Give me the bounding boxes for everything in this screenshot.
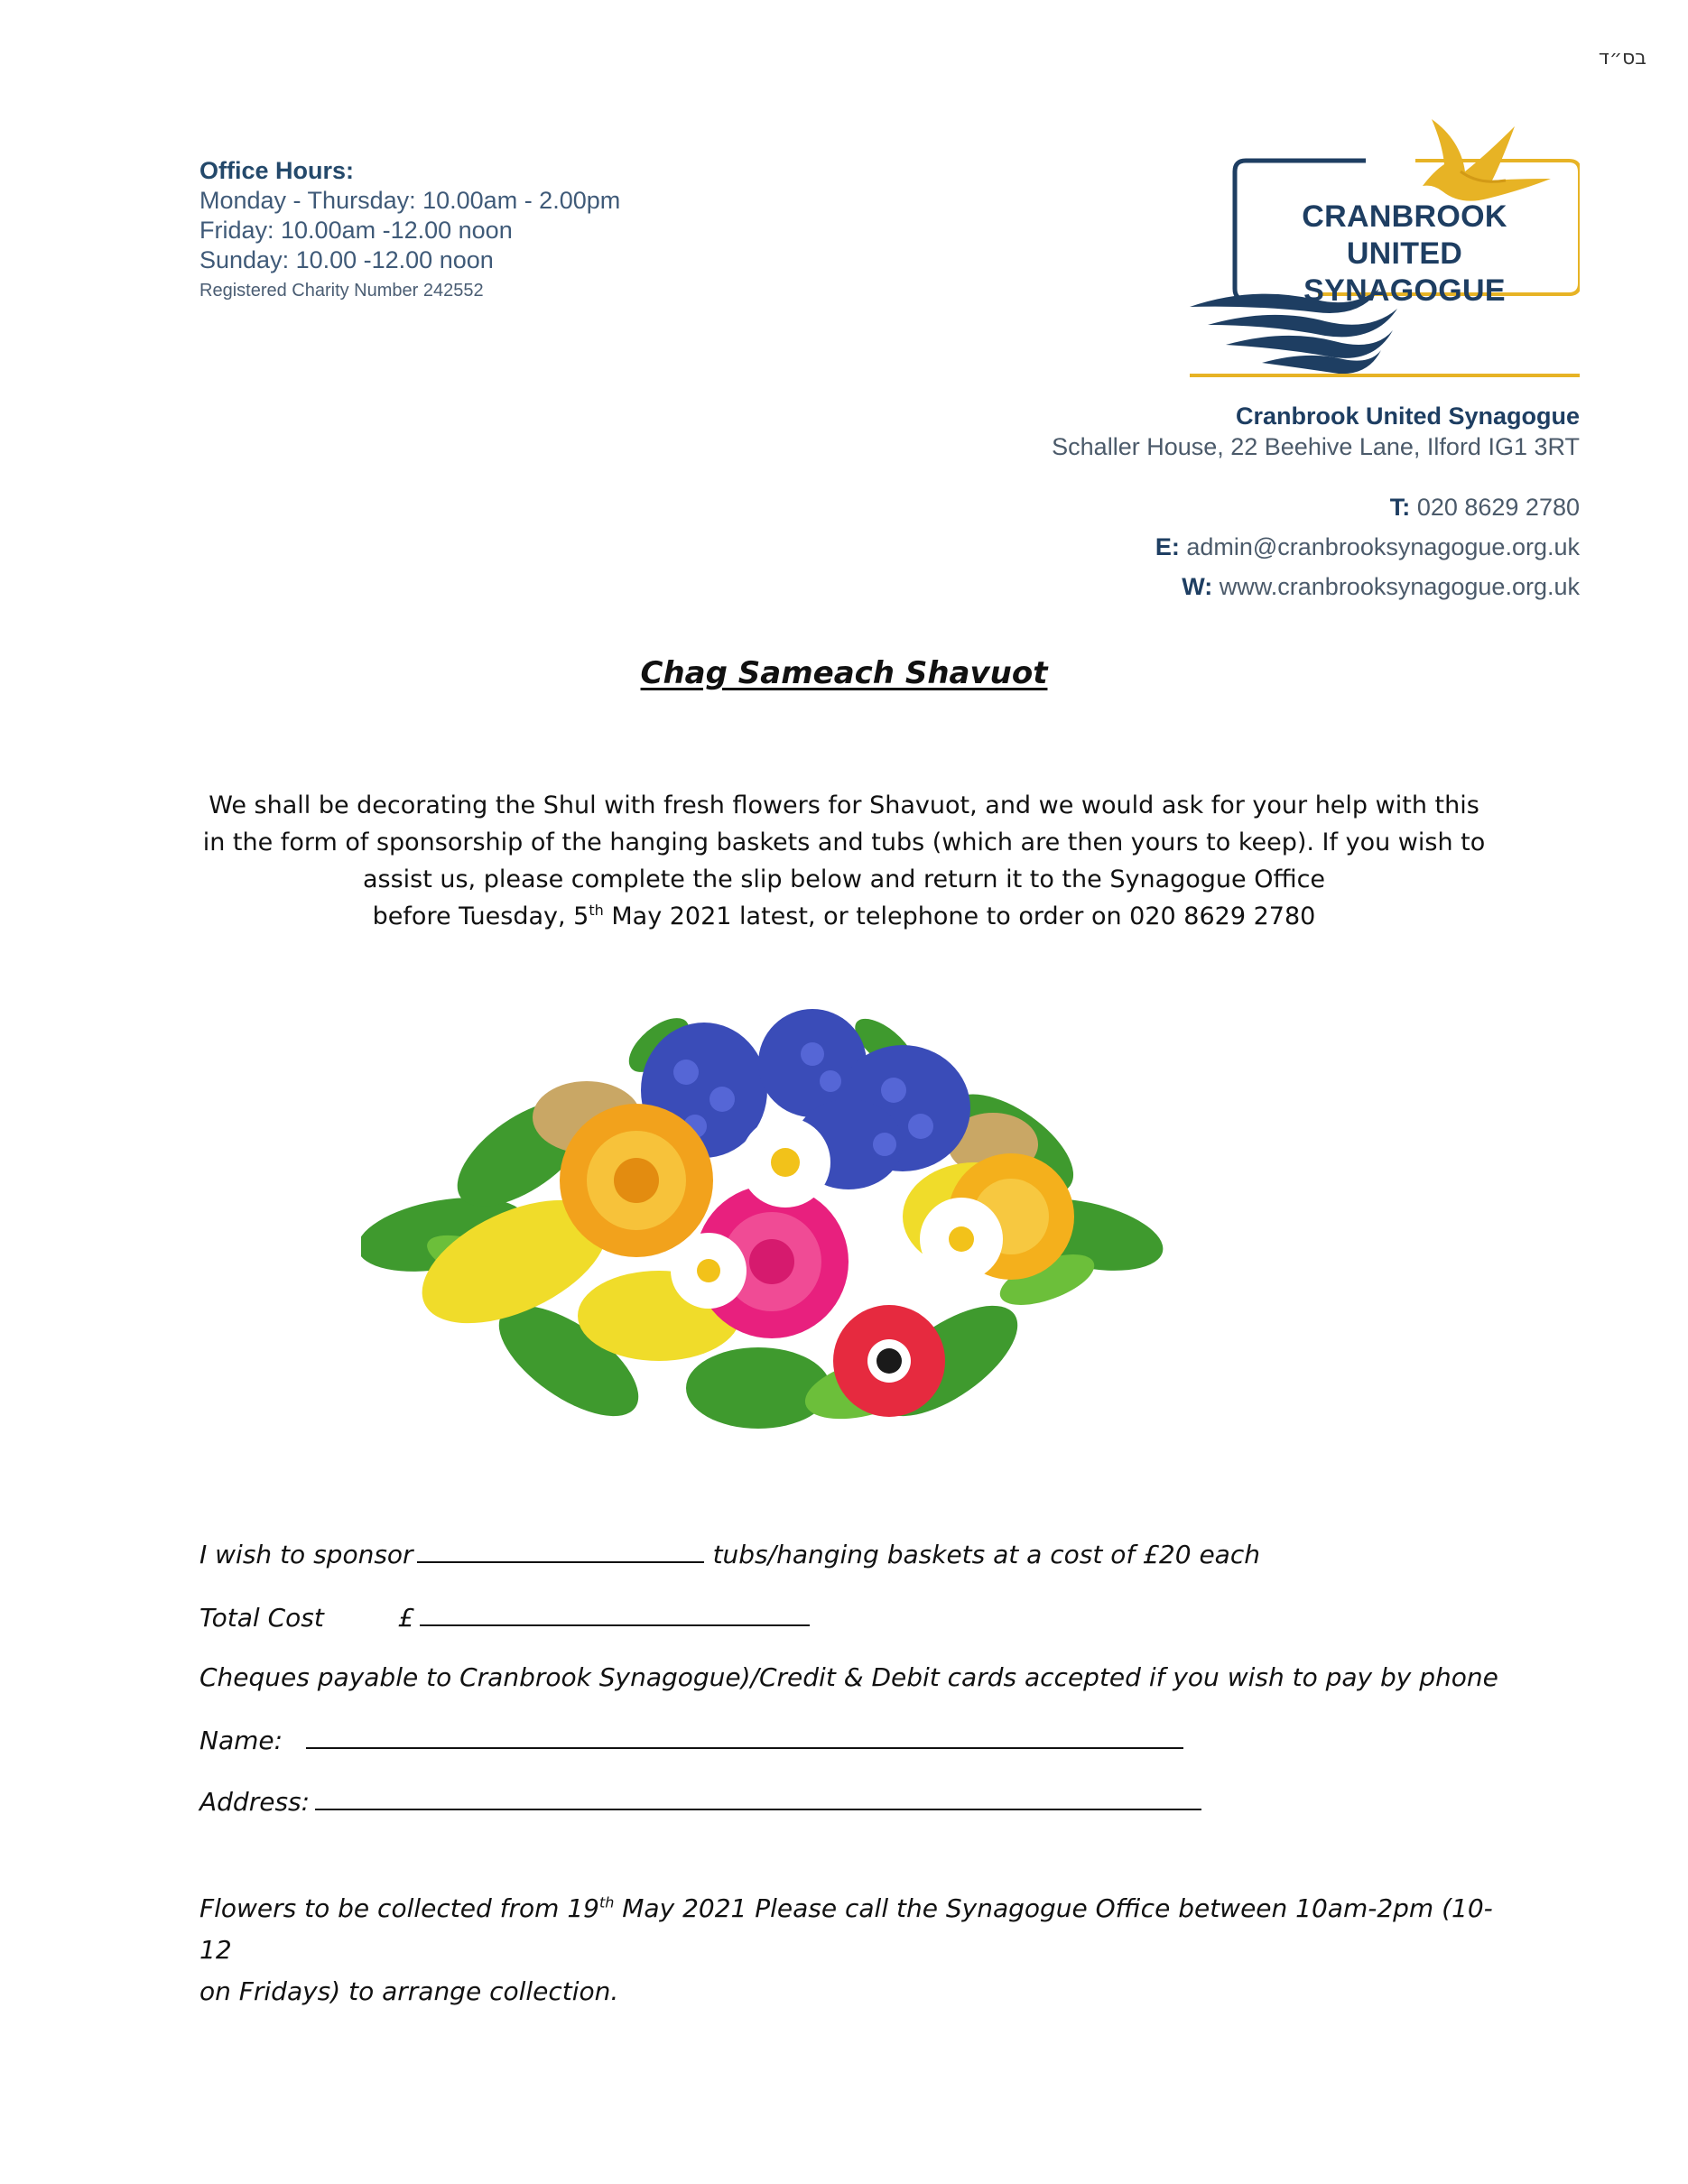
synagogue-logo [1190, 108, 1580, 379]
office-hours-line: Sunday: 10.00 -12.00 noon [199, 246, 494, 273]
office-hours-title: Office Hours: [199, 157, 355, 184]
form-address-line [199, 1785, 1517, 1817]
collection-part-2: May 2021 Please call the Synagogue Office between 10am-2pm (10-12 [199, 1893, 1493, 1965]
sponsor-prefix: I wish to sponsor [199, 1540, 413, 1569]
page-title: Chag Sameach Shavuot [640, 655, 1048, 691]
phone-label: T: [1389, 494, 1411, 521]
total-cost-field[interactable] [420, 1601, 810, 1626]
contact-email [1155, 527, 1580, 567]
flower-bouquet-image [361, 991, 1173, 1442]
form-sponsor-line [199, 1538, 1517, 1569]
address-label: Address: [199, 1787, 311, 1817]
collection-note [199, 1888, 1517, 2013]
contact-phone [1155, 487, 1580, 527]
cheques-note: Cheques payable to Cranbrook Synagogue)/Credit & Debit cards accepted if you wish to pay by phone [199, 1662, 1498, 1692]
logo-divider [1190, 374, 1580, 377]
intro-line: assist us, please complete the slip below and return it to the Synagogue Office [362, 865, 1326, 893]
logo-line-2: UNITED SYNAGOGUE [1303, 236, 1506, 308]
intro-line-4a: before Tuesday, 5 [372, 902, 589, 930]
total-cost-label: Total Cost [199, 1603, 324, 1633]
name-field[interactable] [306, 1724, 1183, 1749]
intro-line: in the form of sponsorship of the hanging baskets and tubs (which are then yours to keep). If you wish to [202, 828, 1486, 856]
org-address: Schaller House, 22 Beehive Lane, Ilford IG1 3RT [1052, 433, 1580, 460]
email-address[interactable]: admin@cranbrooksynagogue.org.uk [1186, 533, 1580, 560]
contact-web [1155, 567, 1580, 606]
org-name: Cranbrook United Synagogue [1235, 403, 1580, 430]
logo-line-1: CRANBROOK [1302, 199, 1507, 234]
email-label: E: [1155, 533, 1180, 560]
collection-part-1: Flowers to be collected from 19 [199, 1893, 599, 1923]
name-label: Name: [199, 1726, 283, 1755]
office-hours-line: Friday: 10.00am -12.00 noon [199, 217, 513, 244]
contact-block [1155, 487, 1580, 606]
intro-superscript: th [589, 902, 604, 919]
form-name-line [199, 1724, 1517, 1755]
hebrew-blessing-mark: בס״ד [1598, 47, 1646, 69]
logo-wordmark [1242, 199, 1567, 310]
address-field[interactable] [315, 1785, 1201, 1810]
intro-line-4b: May 2021 latest, or telephone to order on 020 8629 2780 [603, 902, 1316, 930]
org-address-block [1052, 401, 1580, 462]
collection-superscript: th [598, 1893, 615, 1911]
form-total-line [199, 1601, 1517, 1633]
intro-line [172, 898, 1516, 935]
collection-line-1 [199, 1888, 1517, 1971]
intro-paragraph [172, 787, 1516, 935]
web-address[interactable]: www.cranbrooksynagogue.org.uk [1219, 573, 1580, 600]
collection-line-2: on Fridays) to arrange collection. [199, 1976, 619, 2006]
phone-number: 020 8629 2780 [1416, 494, 1580, 521]
office-hours-line: Monday - Thursday: 10.00am - 2.00pm [199, 187, 621, 214]
web-label: W: [1182, 573, 1213, 600]
sponsor-suffix: tubs/hanging baskets at a cost of £20 each [712, 1540, 1260, 1569]
currency-symbol: £ [397, 1603, 414, 1633]
sponsor-quantity-field[interactable] [417, 1538, 704, 1563]
office-hours-block [199, 155, 620, 306]
intro-line: We shall be decorating the Shul with fresh flowers for Shavuot, and we would ask for your help with this [209, 791, 1479, 819]
charity-number: Registered Charity Number 242552 [199, 281, 484, 301]
page-title-block [0, 655, 1688, 691]
